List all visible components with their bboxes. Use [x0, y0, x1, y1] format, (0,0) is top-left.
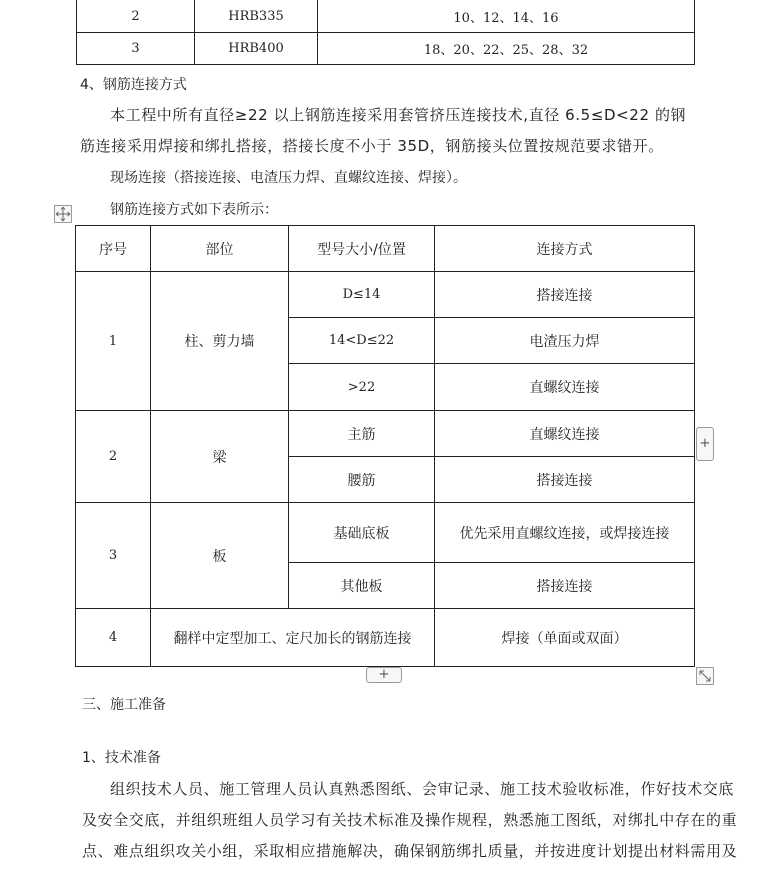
spec-cell: >22 — [289, 364, 435, 411]
table-row — [76, 411, 695, 457]
table-row — [76, 272, 695, 318]
row-number: 1 — [76, 272, 151, 411]
header-cell: 连接方式 — [435, 226, 695, 272]
row-number: 2 — [77, 0, 195, 33]
method-cell: 直螺纹连接 — [435, 411, 695, 457]
spec-cell: 主筋 — [289, 411, 435, 457]
table-row — [76, 609, 695, 667]
method-cell: 直螺纹连接 — [435, 364, 695, 411]
table-row — [77, 33, 695, 65]
method-cell: 搭接连接 — [435, 563, 695, 609]
header-cell: 部位 — [151, 226, 289, 272]
steel-grade: HRB400 — [195, 33, 318, 65]
move-icon — [55, 206, 71, 222]
add-column-button[interactable]: + — [696, 427, 714, 461]
method-cell: 搭接连接 — [435, 272, 695, 318]
paragraph-line: 本工程中所有直径≥22 以上钢筋连接采用套管挤压连接技术,直径 6.5≤D<22 的钢 — [110, 106, 687, 124]
spec-cell: 14<D≤22 — [289, 318, 435, 364]
table-row — [77, 0, 695, 33]
spec-cell: 基础底板 — [289, 503, 435, 563]
paragraph-line: 筋连接采用焊接和绑扎搭接，搭接长度不小于 35D，钢筋接头位置按规范要求错开。 — [80, 137, 664, 155]
paragraph-line: 点、难点组织攻关小组，采取相应措施解决，确保钢筋绑扎质量，并按进度计划提出材料需用及 — [82, 842, 738, 860]
resize-icon[interactable] — [696, 667, 714, 685]
header-cell: 型号大小/位置 — [289, 226, 435, 272]
part-cell: 板 — [151, 503, 289, 609]
table-header-row — [76, 226, 695, 272]
paragraph-line: 组织技术人员、施工管理人员认真熟悉图纸、会审记录、施工技术验收标准，作好技术交底 — [110, 780, 735, 798]
subsection-heading: 1、技术准备 — [82, 750, 161, 766]
paragraph-line: 钢筋连接方式如下表所示： — [110, 202, 278, 218]
steel-grade-table — [76, 0, 695, 65]
header-cell: 序号 — [76, 226, 151, 272]
merged-desc-cell: 翻样中定型加工、定尺加长的钢筋连接 — [151, 609, 435, 667]
method-cell: 电渣压力焊 — [435, 318, 695, 364]
bar-sizes: 10、12、14、16 — [318, 0, 695, 33]
part-cell: 柱、剪力墙 — [151, 272, 289, 411]
spec-cell: 腰筋 — [289, 457, 435, 503]
steel-grade: HRB335 — [195, 0, 318, 33]
connection-table — [75, 225, 695, 667]
method-cell: 搭接连接 — [435, 457, 695, 503]
row-number: 4 — [76, 609, 151, 667]
add-row-button[interactable]: + — [366, 667, 402, 683]
table-row — [76, 503, 695, 563]
paragraph-line: 现场连接（搭接连接、电渣压力焊、直螺纹连接、焊接）。 — [110, 170, 467, 186]
paragraph-line: 及安全交底，并组织班组人员学习有关技术标准及操作规程，熟悉施工图纸，对绑扎中存在的重 — [82, 811, 738, 829]
method-cell: 焊接（单面或双面） — [435, 609, 695, 667]
resize-icon — [697, 668, 713, 684]
spec-cell: 其他板 — [289, 563, 435, 609]
section-heading: 4、钢筋连接方式 — [80, 77, 187, 93]
row-number: 2 — [76, 411, 151, 503]
spec-cell: D≤14 — [289, 272, 435, 318]
method-cell: 优先采用直螺纹连接，或焊接连接 — [435, 503, 695, 563]
part-cell: 梁 — [151, 411, 289, 503]
move-icon[interactable] — [54, 205, 72, 223]
section-heading: 三、施工准备 — [82, 697, 166, 713]
bar-sizes: 18、20、22、25、28、32 — [318, 33, 695, 65]
row-number: 3 — [77, 33, 195, 65]
row-number: 3 — [76, 503, 151, 609]
